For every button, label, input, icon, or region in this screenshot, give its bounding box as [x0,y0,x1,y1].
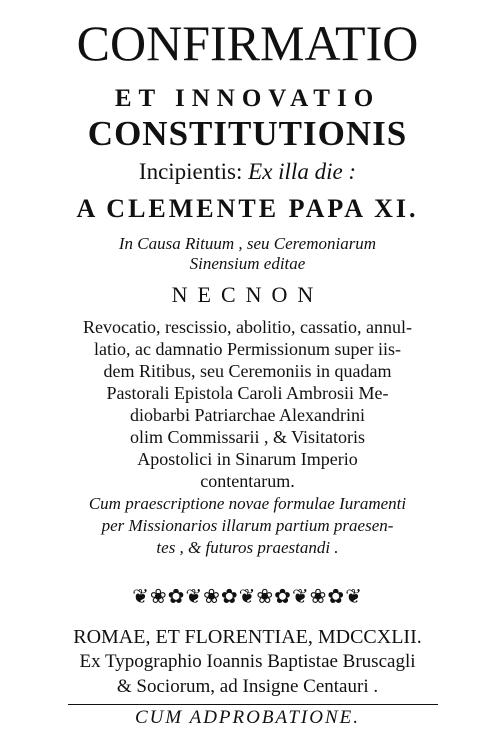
subject-line-1: In Causa Rituum , seu Ceremoniarum [118,234,377,253]
incipit-label: Incipientis: [138,159,243,184]
body-line: Apostolici in Sinarum Imperio [137,449,358,469]
approbation-line: CUM ADPROBATIONE. [134,707,361,728]
body-line: diobarbi Patriarchae Alexandrini [130,405,365,425]
necnon-line: NECNON [171,282,324,307]
subject-line-2: Sinensium editae [189,254,306,273]
imprint-printer: Ex Typographio Ioannis Baptistae Bruscagli [79,651,416,672]
body-line: dem Ritibus, seu Ceremoniis in quadam [103,361,392,381]
body-line: contentarum. [200,471,295,491]
body-line: Pastorali Epistola Caroli Ambrosii Me- [106,383,389,403]
oath-line: tes , & futuros praestandi . [156,538,339,557]
incipit-line [0,160,495,183]
title-line-3: CONSTITUTIONIS [87,114,408,153]
fleuron-ornament-icon: ❦❀✿❦❀✿❦❀✿❦❀✿❦ [132,584,363,608]
title-line-2: ET INNOVATIO [114,85,381,112]
oath-line: per Missionarios illarum partium praesen- [101,516,394,535]
incipit-words: Ex illa die : [248,159,357,184]
pope-line: A CLEMENTE PAPA XI. [76,194,419,223]
imprint-sign: & Sociorum, ad Insigne Centauri . [116,676,379,697]
body-line: latio, ac damnatio Permissionum super iis- [94,339,401,359]
title-line-1: CONFIRMATIO [76,15,419,71]
body-line: olim Commissarii , & Visitatoris [129,427,366,447]
oath-line: Cum praescriptione novae formulae Iuramenti [88,494,407,513]
divider-rule [68,704,438,705]
body-line: Revocatio, rescissio, abolitio, cassatio, annul- [83,317,412,337]
imprint-place: ROMAE, ET FLORENTIAE, MDCCXLII. [73,626,422,648]
